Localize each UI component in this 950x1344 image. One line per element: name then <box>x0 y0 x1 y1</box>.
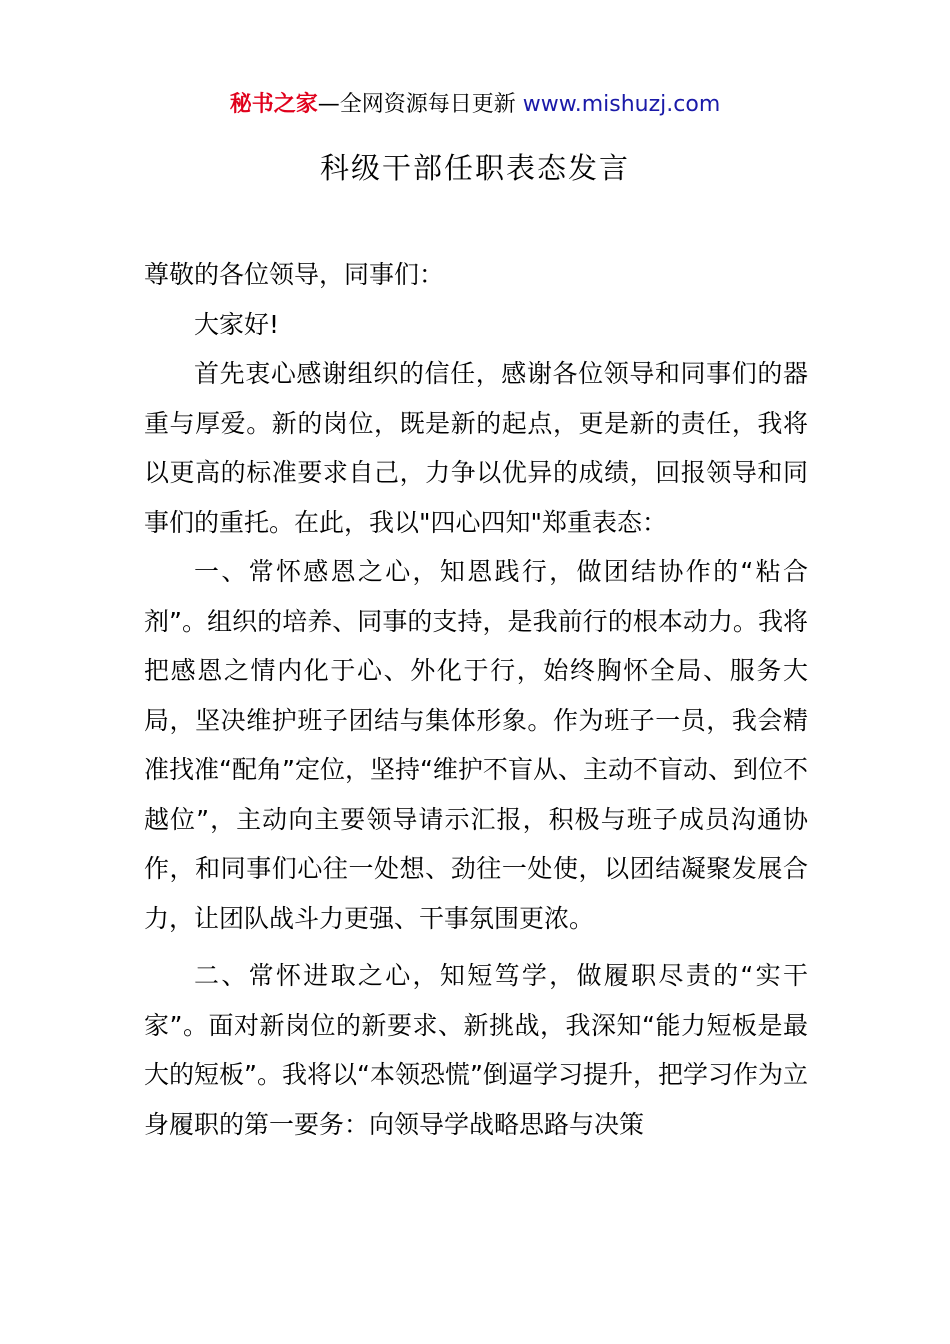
paragraph-point-two: 二、常怀进取之心，知短笃学，做履职尽责的“实干家”。面对新岗位的新要求、新挑战，我深知“能力短板是最大的短板”。我将以“本领恐慌”倒逼学习提升，把学习作为立身履职的第一要务：向领导学战略思路与决策 <box>144 961 808 1139</box>
document-body <box>144 250 808 1149</box>
site-header <box>0 88 950 122</box>
paragraph-intro: 首先衷心感谢组织的信任，感谢各位领导和同事们的器重与厚爱。新的岗位，既是新的起点，更是新的责任，我将以更高的标准要求自己，力争以优异的成绩，回报领导和同事们的重托。在此，我以"四心四知"郑重表态： <box>144 359 808 537</box>
paragraph-point-one: 一、常怀感恩之心，知恩践行，做团结协作的“粘合剂”。组织的培养、同事的支持，是我前行的根本动力。我将把感恩之情内化于心、外化于行，始终胸怀全局、服务大局，坚决维护班子团结与集体形象。作为班子一员，我会精准找准“配角”定位，坚持“维护不盲从、主动不盲动、到位不越位”，主动向主要领导请示汇报，积极与班子成员沟通协作，和同事们心往一处想、劲往一处使，以团结凝聚发展合力，让团队战斗力更强、干事氛围更浓。 <box>144 557 808 933</box>
site-brand: 秘书之家 <box>229 92 318 117</box>
salutation: 尊敬的各位领导，同事们： <box>144 260 445 289</box>
greeting: 大家好! <box>194 309 280 339</box>
site-url-link[interactable]: www.mishuzj.com <box>522 92 721 117</box>
site-tagline: —全网资源每日更新 <box>317 92 516 117</box>
document-title: 科级干部任职表态发言 <box>319 151 630 185</box>
